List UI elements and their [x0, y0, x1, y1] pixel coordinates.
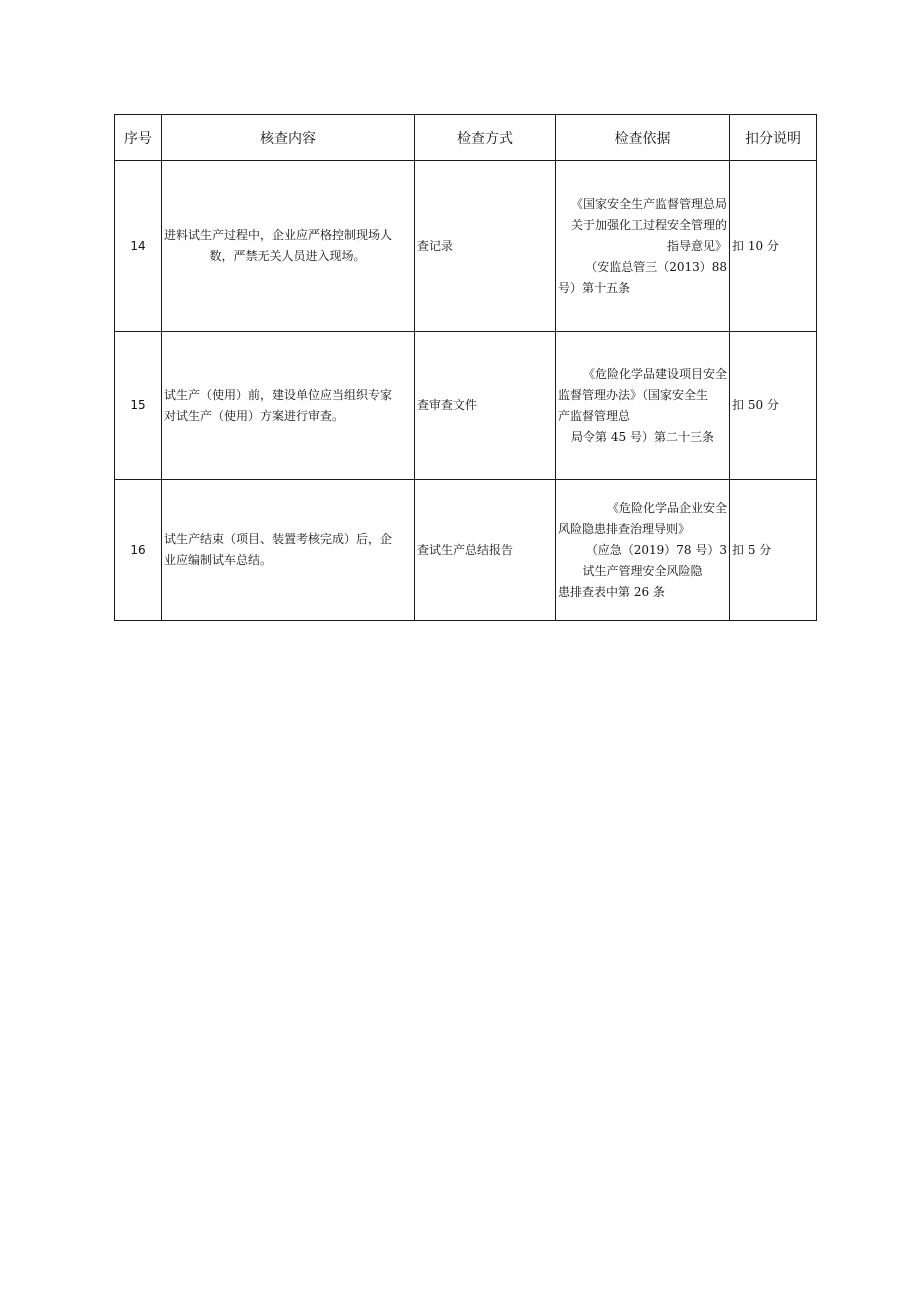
header-basis: 检查依据 [556, 115, 730, 161]
header-content: 核查内容 [162, 115, 415, 161]
header-no: 序号 [115, 115, 162, 161]
content-line: 进料试生产过程中，企业应严格控制现场人 [164, 228, 393, 242]
basis-line: 《危险化学品企业安全 [606, 500, 727, 515]
basis-line: 号）第十五条 [558, 280, 631, 295]
basis-line: 《危险化学品建设项目安全 [582, 366, 727, 381]
row-number: 14 [115, 161, 162, 332]
check-content [162, 161, 415, 332]
row-number: 15 [115, 332, 162, 480]
basis-line: 风险隐患排查治理导则》 [558, 521, 691, 536]
header-method: 检查方式 [415, 115, 556, 161]
check-content [162, 480, 415, 621]
basis-line: 监督管理办法》（国家安全生 [558, 387, 709, 402]
basis-line: 关于加强化工过程安全管理的 [570, 217, 727, 232]
check-method: 查试生产总结报告 [415, 480, 556, 621]
check-basis [556, 332, 730, 480]
content-line: 试生产（使用）前，建设单位应当组织专家 [164, 387, 393, 402]
deduction-note: 扣 50 分 [730, 332, 817, 480]
table-row [115, 161, 817, 332]
basis-line: 产监督管理总 [558, 408, 631, 423]
check-method: 查记录 [415, 161, 556, 332]
row-number: 16 [115, 480, 162, 621]
basis-line: （应急（2019）78 号）3 [585, 542, 727, 557]
deduction-note: 扣 10 分 [730, 161, 817, 332]
table-row [115, 332, 817, 480]
content-line: 数，严禁无关人员进入现场。 [209, 249, 366, 263]
basis-line: 试生产管理安全风险隐 [582, 563, 703, 578]
basis-line: 局令第 45 号）第二十三条 [571, 429, 714, 444]
table-row [115, 480, 817, 621]
deduction-note: 扣 5 分 [730, 480, 817, 621]
basis-line: 患排查表中第 26 条 [558, 584, 665, 599]
check-content [162, 332, 415, 480]
basis-line: （安监总管三（2013）88 [585, 259, 727, 274]
table-header-row [115, 115, 817, 161]
check-method: 查审查文件 [415, 332, 556, 480]
inspection-table [114, 114, 817, 621]
header-deduct: 扣分说明 [730, 115, 817, 161]
check-basis [556, 480, 730, 621]
basis-line: 《国家安全生产监督管理总局 [570, 196, 727, 211]
check-basis [556, 161, 730, 332]
content-line: 对试生产（使用）方案进行审查。 [164, 408, 345, 423]
basis-line: 指导意见》 [666, 238, 727, 253]
content-line: 业应编制试车总结。 [164, 553, 273, 567]
content-line: 试生产结束（项目、装置考核完成）后，企 [164, 532, 393, 546]
